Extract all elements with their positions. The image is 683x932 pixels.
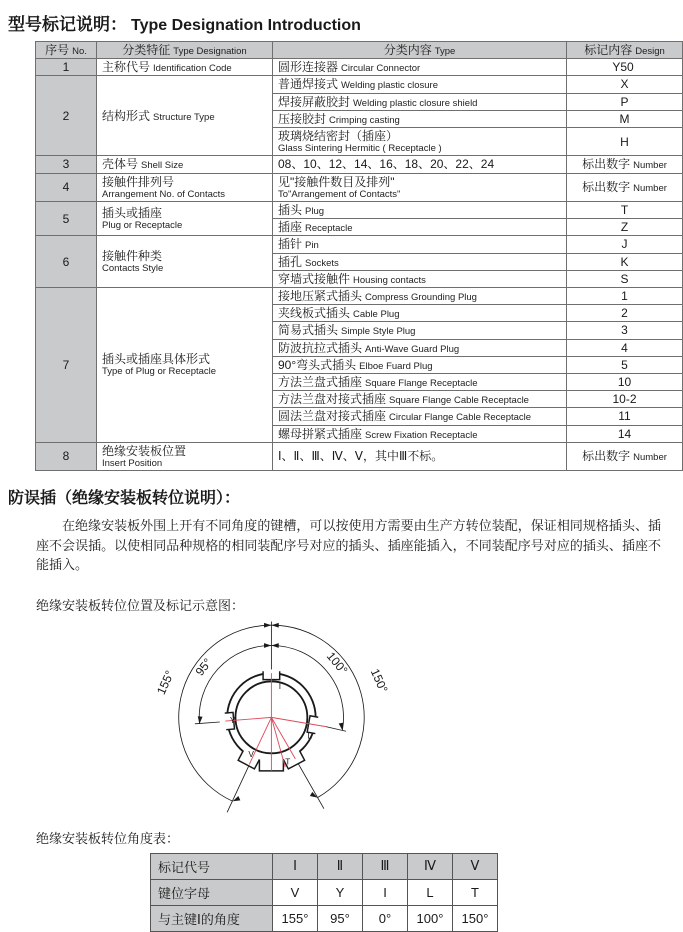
- row-number-cell: 2: [36, 76, 97, 156]
- content-cell: 焊接屏蔽胶封 Welding plastic closure shield: [273, 93, 567, 110]
- angle-table-label: 与主键Ⅰ的角度: [151, 905, 273, 931]
- column-header-type: 分类内容 Type: [273, 42, 567, 59]
- content-cell: 玻璃烧结密封（插座） Glass Sintering Hermitic ( Receptacle ): [273, 128, 567, 156]
- content-cell: 压接胶封 Crimping casting: [273, 110, 567, 127]
- table-row: 与主键Ⅰ的角度 155° 95° 0° 100° 150°: [151, 905, 498, 931]
- table-row: [36, 173, 683, 201]
- content-cell: 圆法兰盘对接式插座 Circular Flange Cable Receptacle: [273, 408, 567, 425]
- code-cell: 标出数字 Number: [567, 156, 683, 173]
- table-row: 标记代号 Ⅰ Ⅱ Ⅲ Ⅳ Ⅴ: [151, 853, 498, 879]
- content-cell: 方法兰盘式插座 Square Flange Receptacle: [273, 373, 567, 390]
- angle-label-95: 95°: [192, 655, 215, 679]
- table-row: [36, 201, 683, 218]
- code-cell: 5: [567, 356, 683, 373]
- content-cell: 插孔 Sockets: [273, 253, 567, 270]
- code-cell: Z: [567, 219, 683, 236]
- code-cell: 14: [567, 425, 683, 442]
- code-cell: 4: [567, 339, 683, 356]
- code-cell: 11: [567, 408, 683, 425]
- column-header-no: 序号 No.: [36, 42, 97, 59]
- feature-cell: 绝缘安装板位置 Insert Position: [97, 442, 273, 470]
- code-cell: X: [567, 76, 683, 93]
- code-cell: P: [567, 93, 683, 110]
- table-row: [36, 156, 683, 173]
- row-number-cell: 3: [36, 156, 97, 173]
- rotation-diagram-svg: [100, 616, 452, 828]
- content-cell: 插针 Pin: [273, 236, 567, 253]
- code-cell: 2: [567, 305, 683, 322]
- misplug-paragraph: 在绝缘安装板外围上开有不同角度的键槽，可以按使用方需要由生产方转位装配，保证相同规格插头、插座不会误插。以使相同品种规格的相同装配序号对应的插头、插座能插入，不同装配序号对应的插头、插座不能插入。: [36, 518, 661, 573]
- code-cell: S: [567, 270, 683, 287]
- angle-label-155: 155°: [153, 668, 177, 697]
- content-cell: 90°弯头式插头 Elboe Fuard Plug: [273, 356, 567, 373]
- code-cell: K: [567, 253, 683, 270]
- page-title-zh: 型号标记说明：: [8, 15, 127, 34]
- table-row: [36, 442, 683, 470]
- column-header-design: 标记内容 Design: [567, 42, 683, 59]
- column-header-feature: 分类特征 Type Designation: [97, 42, 273, 59]
- feature-cell: 接触件排列号 Arrangement No. of Contacts: [97, 173, 273, 201]
- code-cell: J: [567, 236, 683, 253]
- code-cell: 10-2: [567, 391, 683, 408]
- feature-cell: 壳体号 Shell Size: [97, 156, 273, 173]
- row-number-cell: 1: [36, 59, 97, 76]
- diagram-caption: 绝缘安装板转位位置及标记示意图：: [36, 597, 245, 613]
- code-cell: 标出数字 Number: [567, 442, 683, 470]
- table-header-row: [36, 42, 683, 59]
- content-cell: 接地压紧式插头 Compress Grounding Plug: [273, 287, 567, 304]
- code-cell: 1: [567, 287, 683, 304]
- content-cell: 夹线板式插头 Cable Plug: [273, 305, 567, 322]
- content-cell: Ⅰ、Ⅱ、Ⅲ、Ⅳ、Ⅴ，其中Ⅲ不标。: [273, 442, 567, 470]
- content-cell: 08、10、12、14、16、18、20、22、24: [273, 156, 567, 173]
- rotation-diagram: [100, 616, 671, 828]
- code-cell: T: [567, 201, 683, 218]
- table-row: [36, 76, 683, 93]
- table-row: [36, 236, 683, 253]
- code-cell: 10: [567, 373, 683, 390]
- table-row: 键位字母 V Y I L T: [151, 879, 498, 905]
- key-letter-top: I: [278, 680, 282, 691]
- key-letter-left: Y: [229, 714, 236, 725]
- table-row: [36, 59, 683, 76]
- feature-cell: 插头或插座 Plug or Receptacle: [97, 201, 273, 235]
- misplug-heading: 防误插（绝缘安装板转位说明）：: [8, 490, 241, 508]
- feature-cell: 结构形式 Structure Type: [97, 76, 273, 156]
- content-cell: 简易式插头 Simple Style Plug: [273, 322, 567, 339]
- key-letter-right: L: [307, 730, 312, 741]
- feature-cell: 插头或插座具体形式 Type of Plug or Receptacle: [97, 287, 273, 442]
- row-number-cell: 8: [36, 442, 97, 470]
- content-cell: 防波抗拉式插头 Anti-Wave Guard Plug: [273, 339, 567, 356]
- document-page: [0, 10, 671, 927]
- angle-label-100: 100°: [323, 648, 351, 677]
- angle-table-label: 标记代号: [151, 853, 273, 879]
- feature-cell: 接触件种类 Contacts Style: [97, 236, 273, 288]
- content-cell: 圆形连接器 Circular Connector: [273, 59, 567, 76]
- row-number-cell: 6: [36, 236, 97, 288]
- row-number-cell: 4: [36, 173, 97, 201]
- code-cell: M: [567, 110, 683, 127]
- code-cell: 标出数字 Number: [567, 173, 683, 201]
- content-cell: 普通焊接式 Welding plastic closure: [273, 76, 567, 93]
- feature-cell: 主称代号 Identification Code: [97, 59, 273, 76]
- content-cell: 方法兰盘对接式插座 Square Flange Cable Receptacle: [273, 391, 567, 408]
- row-number-cell: 7: [36, 287, 97, 442]
- rotation-angle-table: [150, 853, 498, 932]
- content-cell: 插座 Receptacle: [273, 219, 567, 236]
- row-number-cell: 5: [36, 201, 97, 235]
- content-cell: 见"接触件数目及排列" To"Arrangement of Contacts": [273, 173, 567, 201]
- page-title: [8, 10, 671, 35]
- code-cell: H: [567, 128, 683, 156]
- content-cell: 插头 Plug: [273, 201, 567, 218]
- key-letter-bottom: T: [285, 756, 291, 767]
- content-cell: 螺母拼紧式插座 Screw Fixation Receptacle: [273, 425, 567, 442]
- content-cell: 穿墙式接触件 Housing contacts: [273, 270, 567, 287]
- key-letter-bottom-left: V: [248, 748, 254, 759]
- table-row: [36, 287, 683, 304]
- code-cell: 3: [567, 322, 683, 339]
- angle-label-150: 150°: [367, 666, 391, 695]
- page-title-en: Type Designation Introduction: [131, 17, 361, 34]
- angle-table-label: 键位字母: [151, 879, 273, 905]
- type-designation-table: [35, 41, 683, 471]
- angle-table-caption: 绝缘安装板转位角度表：: [36, 830, 180, 846]
- code-cell: Y50: [567, 59, 683, 76]
